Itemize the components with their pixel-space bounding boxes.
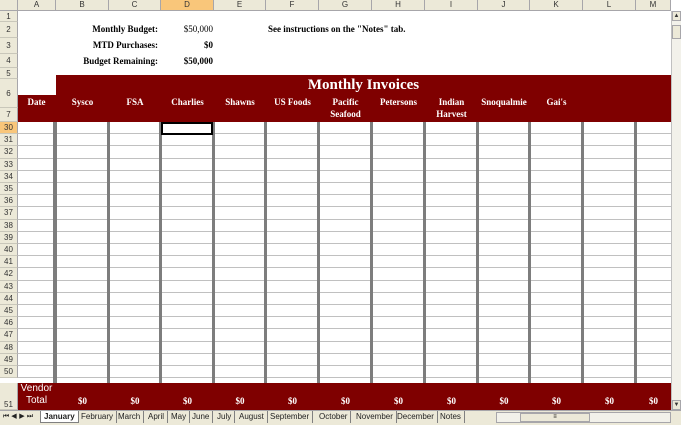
vendor-total-value[interactable]: $0 — [235, 396, 245, 406]
column-divider — [107, 122, 110, 383]
row-header-42[interactable]: 42 — [0, 268, 18, 280]
vertical-scrollbar[interactable] — [671, 11, 681, 410]
sheet-tab-february[interactable]: February — [78, 411, 117, 423]
gridline — [18, 328, 671, 329]
vendor-total-value[interactable]: $0 — [78, 396, 87, 406]
row-header-5[interactable]: 5 — [0, 68, 18, 79]
vendor-name-line2: Seafood — [330, 109, 361, 119]
vendor-name-line2: Harvest — [436, 109, 467, 119]
gridline — [18, 170, 671, 171]
vendor-total-label — [18, 383, 55, 407]
prev-sheet-icon[interactable]: ◀ — [11, 413, 17, 420]
column-header-e[interactable]: E — [214, 0, 266, 11]
sheet-tab-january[interactable]: January — [40, 411, 79, 423]
column-header-k[interactable]: K — [530, 0, 583, 11]
vendor-name-line1: Shawns — [225, 97, 255, 107]
banner-title: Monthly Invoices — [307, 77, 420, 93]
column-header-h[interactable]: H — [372, 0, 425, 11]
gridline — [18, 194, 671, 195]
first-sheet-icon[interactable]: ⏮ — [2, 413, 10, 420]
column-header-g[interactable]: G — [319, 0, 372, 11]
row-header-30[interactable]: 30 — [0, 122, 18, 134]
sheet-tab-notes[interactable]: Notes — [437, 411, 465, 423]
gridline — [18, 243, 671, 244]
date-header: Date — [27, 97, 46, 107]
column-divider — [212, 122, 215, 383]
gridline — [18, 255, 671, 256]
last-sheet-icon[interactable]: ⏭ — [26, 413, 34, 420]
sheet-tab-december[interactable]: December — [394, 411, 438, 423]
gridline — [18, 341, 671, 342]
mtd-purchases-value: $0 — [204, 40, 213, 50]
sheet-tab-october[interactable]: October — [316, 411, 351, 423]
row-header-1[interactable]: 1 — [0, 11, 18, 22]
column-header-d[interactable]: D — [161, 0, 214, 11]
vendor-name-line1: FSA — [126, 97, 144, 107]
sheet-tab-july[interactable]: July — [214, 411, 235, 423]
row-header-45[interactable]: 45 — [0, 305, 18, 317]
vendor-name-line1: Charlies — [171, 97, 204, 107]
row-header-47[interactable]: 47 — [0, 329, 18, 341]
row-header-38[interactable]: 38 — [0, 220, 18, 232]
gridline — [18, 133, 671, 134]
mtd-purchases-label: MTD Purchases: — [92, 40, 158, 50]
row-header-36[interactable]: 36 — [0, 195, 18, 207]
row-header-2[interactable]: 2 — [0, 22, 18, 38]
column-divider — [528, 122, 531, 383]
vendor-total-line1: Vendor — [20, 383, 53, 394]
row-header-50[interactable]: 50 — [0, 366, 18, 378]
row-header-32[interactable]: 32 — [0, 146, 18, 158]
column-header-f[interactable]: F — [266, 0, 319, 11]
vendor-total-value[interactable]: $0 — [649, 396, 658, 406]
column-header-a[interactable]: A — [18, 0, 56, 11]
column-divider — [581, 122, 584, 383]
vendor-header — [425, 96, 478, 120]
row-header-33[interactable]: 33 — [0, 159, 18, 171]
row-header-4[interactable]: 4 — [0, 54, 18, 68]
row-header-49[interactable]: 49 — [0, 354, 18, 366]
gridline — [18, 292, 671, 293]
vendor-total-value[interactable]: $0 — [394, 396, 403, 406]
row-header-31[interactable]: 31 — [0, 134, 18, 146]
vendor-header — [109, 96, 161, 108]
vendor-total-value[interactable]: $0 — [341, 396, 350, 406]
gridline — [18, 219, 671, 220]
budget-remaining-value: $50,000 — [183, 56, 213, 66]
vendor-total-value[interactable]: $0 — [183, 396, 192, 406]
vendor-name-line1: Sysco — [71, 97, 94, 107]
active-cell[interactable] — [161, 122, 213, 135]
notes-instruction: See instructions on the "Notes" tab. — [268, 24, 406, 34]
horizontal-scroll-thumb[interactable]: ≡ — [520, 413, 590, 422]
gridline — [18, 267, 671, 268]
row-header-3[interactable]: 3 — [0, 38, 18, 54]
monthly-budget-value: $50,000 — [183, 24, 213, 34]
vertical-scroll-thumb[interactable] — [672, 25, 681, 39]
row-header-44[interactable]: 44 — [0, 293, 18, 305]
gridline — [18, 377, 671, 378]
vendor-header — [161, 96, 214, 108]
sheet-tab-june[interactable]: June — [189, 411, 213, 423]
row-header-35[interactable]: 35 — [0, 183, 18, 195]
column-divider — [423, 122, 426, 383]
vendor-header — [530, 96, 583, 108]
row-header-51[interactable]: 51 — [0, 383, 18, 410]
vendor-name-line1: Snoqualmie — [481, 97, 527, 107]
column-divider — [317, 122, 320, 383]
column-divider — [634, 122, 637, 383]
gridline — [18, 280, 671, 281]
vendor-header — [266, 96, 319, 108]
gridline — [18, 316, 671, 317]
column-divider — [53, 122, 56, 383]
row-header-48[interactable]: 48 — [0, 342, 18, 354]
column-divider — [476, 122, 479, 383]
sheet-tab-march[interactable]: March — [115, 411, 144, 423]
vendor-total-line2: Total — [25, 395, 48, 406]
gridline — [18, 206, 671, 207]
monthly-budget-label: Monthly Budget: — [92, 24, 158, 34]
vendor-total-value[interactable]: $0 — [447, 396, 456, 406]
vendor-total-value[interactable]: $0 — [130, 396, 140, 406]
vendor-total-value[interactable]: $0 — [288, 396, 297, 406]
row-header-40[interactable]: 40 — [0, 244, 18, 256]
vendor-header — [56, 96, 109, 108]
row-header-46[interactable]: 46 — [0, 317, 18, 329]
vendor-total-value[interactable]: $0 — [552, 396, 561, 406]
row-header-39[interactable]: 39 — [0, 232, 18, 244]
row-header-37[interactable]: 37 — [0, 207, 18, 219]
vendor-header — [372, 96, 425, 108]
row-header-7[interactable]: 7 — [0, 108, 18, 122]
vendor-header — [214, 96, 266, 108]
vendor-total-value[interactable]: $0 — [499, 396, 509, 406]
column-divider — [159, 122, 162, 383]
next-sheet-icon[interactable]: ▶ — [19, 413, 25, 420]
gridline — [18, 353, 671, 354]
column-header-m[interactable]: M — [636, 0, 671, 11]
sheet-tab-april[interactable]: April — [145, 411, 168, 423]
column-header-c[interactable]: C — [109, 0, 161, 11]
sheet-tab-september[interactable]: September — [267, 411, 313, 423]
row-header-43[interactable]: 43 — [0, 281, 18, 293]
scroll-up-icon[interactable]: ▲ — [673, 13, 680, 19]
column-header-i[interactable]: I — [425, 0, 478, 11]
vendor-total-value[interactable]: $0 — [605, 396, 614, 406]
gridline — [18, 365, 671, 366]
row-header-6[interactable]: 6 — [0, 79, 18, 108]
vendor-name-line1: US Foods — [274, 97, 311, 107]
vendor-header — [319, 96, 372, 120]
gridline — [18, 231, 671, 232]
budget-remaining-label: Budget Remaining: — [83, 56, 158, 66]
scroll-down-icon[interactable]: ▼ — [673, 402, 680, 408]
sheet-tab-november[interactable]: November — [353, 411, 397, 423]
column-divider — [370, 122, 373, 383]
sheet-tab-august[interactable]: August — [236, 411, 268, 423]
gridline — [18, 158, 671, 159]
gridline — [18, 304, 671, 305]
vendor-header — [478, 96, 530, 108]
select-all-corner[interactable] — [0, 0, 18, 11]
vendor-name-line1: Pacific — [332, 97, 359, 107]
column-header-l[interactable]: L — [583, 0, 636, 11]
vendor-name-line1: Indian — [438, 97, 465, 107]
column-header-b[interactable]: B — [56, 0, 109, 11]
vendor-name-line1: Petersons — [380, 97, 417, 107]
row-header-41[interactable]: 41 — [0, 256, 18, 268]
gridline — [18, 182, 671, 183]
sheet-tab-may[interactable]: May — [168, 411, 190, 423]
row-header-34[interactable]: 34 — [0, 171, 18, 183]
vendor-name-line1: Gai's — [546, 97, 567, 107]
column-divider — [264, 122, 267, 383]
column-header-j[interactable]: J — [478, 0, 530, 11]
gridline — [18, 145, 671, 146]
